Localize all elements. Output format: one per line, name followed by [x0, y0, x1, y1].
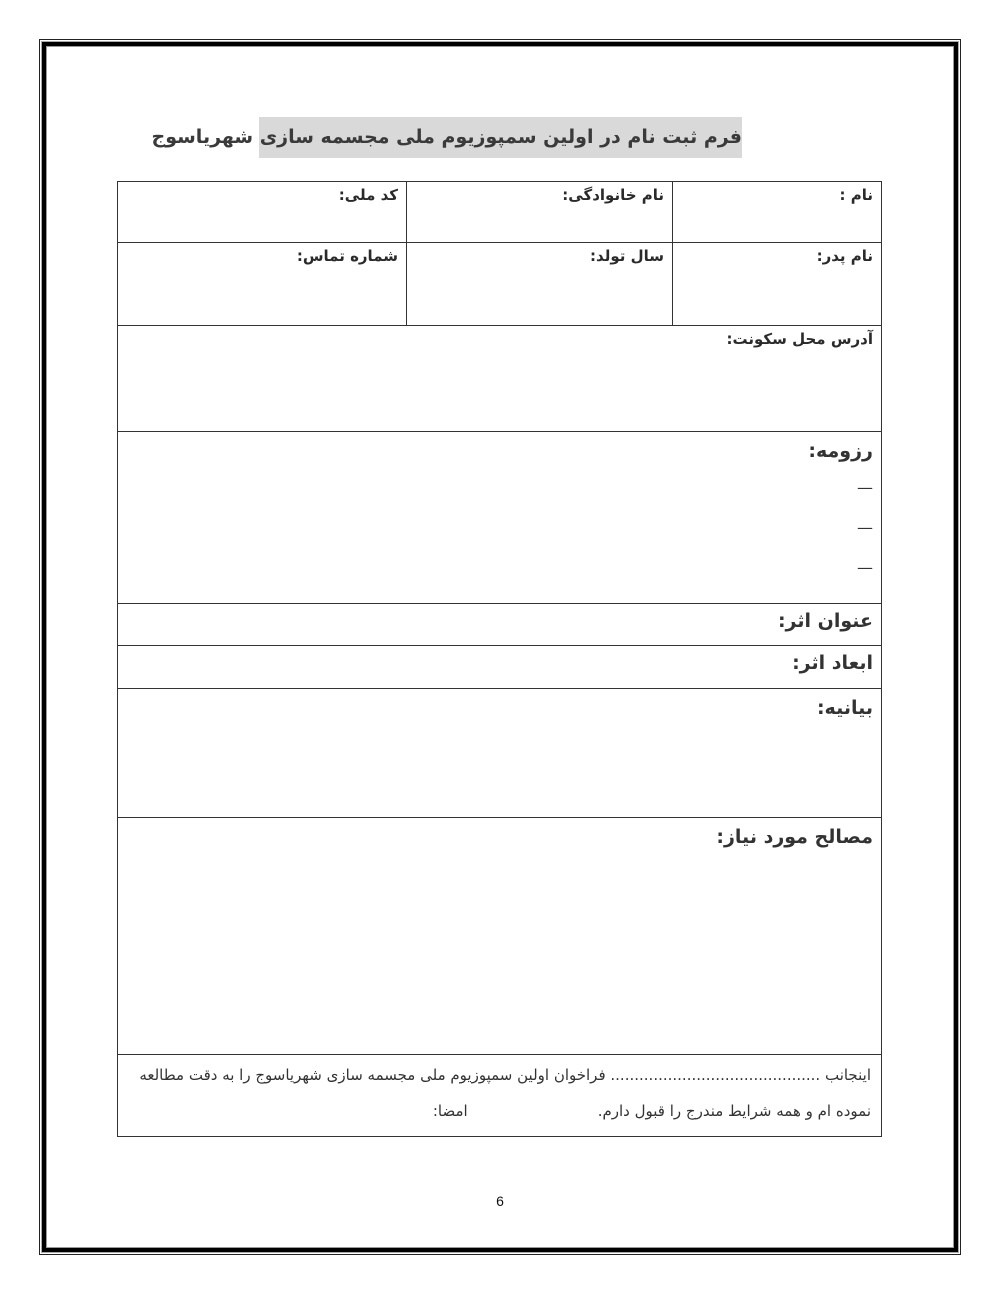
- registration-form-table: [117, 181, 882, 1137]
- form-row-address: [117, 326, 882, 432]
- address-label: آدرس محل سکونت:: [726, 330, 873, 348]
- resume-item: —: [857, 518, 873, 537]
- father-name-label: نام پدر:: [816, 247, 873, 265]
- work-title-label: عنوان اثر:: [777, 610, 873, 632]
- birth-year-field[interactable]: [407, 243, 673, 325]
- form-row-work-title: [117, 604, 882, 646]
- phone-label: شماره تماس:: [296, 247, 398, 265]
- work-dimensions-field[interactable]: [118, 646, 881, 688]
- first-name-label: نام :: [839, 186, 873, 204]
- statement-field[interactable]: [118, 689, 881, 817]
- form-row-materials: [117, 818, 882, 1055]
- national-code-field[interactable]: [118, 182, 407, 242]
- phone-field[interactable]: [118, 243, 407, 325]
- first-name-field[interactable]: [673, 182, 881, 242]
- form-row-resume: [117, 432, 882, 604]
- declaration-text: [118, 1055, 881, 1136]
- address-field[interactable]: [118, 326, 881, 431]
- national-code-label: کد ملی:: [338, 186, 398, 204]
- page-number: 6: [496, 1193, 504, 1209]
- resume-list: [126, 468, 873, 588]
- birth-year-label: سال تولد:: [590, 247, 664, 265]
- resume-item: —: [857, 478, 873, 497]
- resume-item: —: [857, 558, 873, 577]
- form-row-names: [117, 181, 882, 243]
- declaration-acceptance: نموده ام و همه شرایط مندرج را قبول دارم.: [597, 1102, 871, 1120]
- declaration-line-2: [128, 1093, 871, 1129]
- work-title-field[interactable]: [118, 604, 881, 645]
- last-name-label: نام خانوادگی:: [562, 186, 664, 204]
- form-row-statement: [117, 689, 882, 818]
- materials-field[interactable]: [118, 818, 881, 1054]
- signature-label[interactable]: امضا:: [432, 1102, 468, 1120]
- form-row-details: [117, 243, 882, 326]
- father-name-field[interactable]: [673, 243, 881, 325]
- form-row-declaration: [117, 1055, 882, 1137]
- form-row-work-dimensions: [117, 646, 882, 689]
- resume-label: رزومه:: [808, 440, 873, 462]
- form-title: فرم ثبت نام در اولین سمپوزیوم ملی مجسمه سازی شهریاسوج: [259, 117, 742, 158]
- last-name-field[interactable]: [407, 182, 673, 242]
- work-dimensions-label: ابعاد اثر:: [792, 652, 873, 674]
- declaration-line-1: اینجانب ............................................ فراخوان اولین سمپوزیوم ملی مجسمه سازی شهریاسوج را به دقت مطالعه: [139, 1066, 871, 1084]
- resume-field[interactable]: [118, 432, 881, 603]
- materials-label: مصالح مورد نیاز:: [716, 826, 873, 848]
- statement-label: بیانیه:: [816, 697, 873, 719]
